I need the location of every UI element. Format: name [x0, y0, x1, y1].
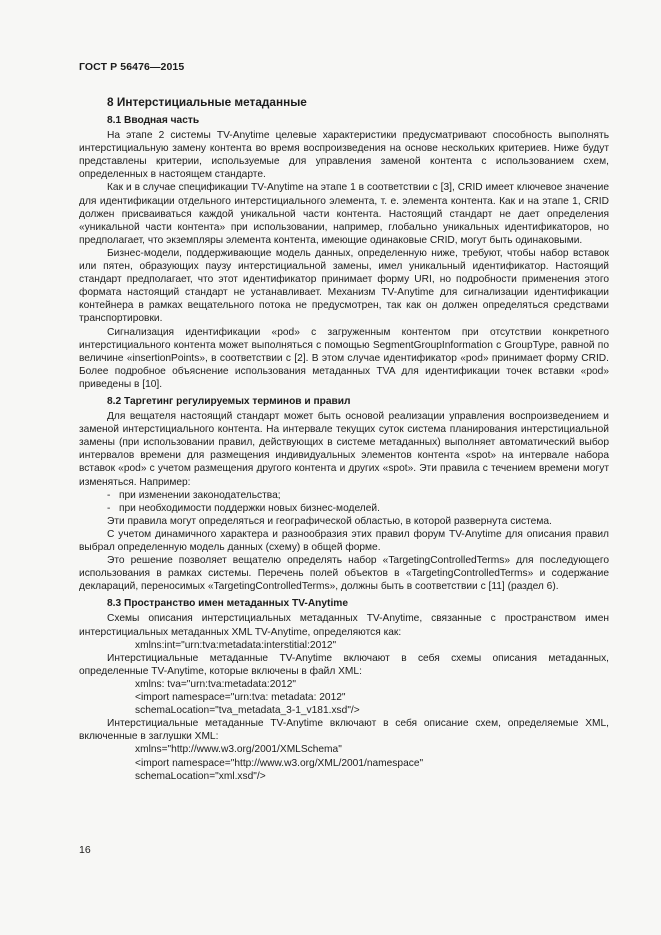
section-title: 8 Интерстициальные метаданные	[107, 95, 307, 109]
paragraph: Интерстициальные метаданные TV-Anytime включают в себя описание схем, определяемые XML, включенные в заглушки XML:	[79, 718, 609, 743]
subsection-title-8-1: 8.1 Вводная часть	[107, 115, 200, 126]
code-line: schemaLocation="tva_metadata_3-1_v181.xsd"/>	[135, 705, 360, 717]
paragraph: Для вещателя настоящий стандарт может быть основой реализации управления воспроизведением и заменой интерстициального контента. На интервале текущих суток система планирования интерстициальной замены (при использовании правил, действующих в системе метаданных) выполняет автоматический выбор интервалов времени для размещения индивидуальных элементов контента «spot» на интервале набора вставок «pod» с учетом размещения другого контента и других «spot». Эти правила с течением времени могут изменяться. Например:	[79, 411, 609, 488]
list-item-text: при необходимости поддержки новых бизнес-моделей.	[119, 502, 380, 514]
paragraph: С учетом динамичного характера и разнообразия этих правил форум TV-Anytime для описания правил выбрал определенную модель данных (схему) в общей форме.	[79, 528, 609, 553]
paragraph: Схемы описания интерстициальных метаданных TV-Anytime, связанные с пространством имен интерстициальных метаданных XML TV-Anytime, определяются как:	[79, 613, 609, 638]
standard-header: ГОСТ Р 56476—2015	[79, 61, 185, 73]
paragraph: Это решение позволяет вещателю определять набор «TargetingControlledTerms» для последующего использования в рамках системы. Перечень полей объектов в «TargetingControlledTerms» и содержание деклараций, переносимых «TargetingControlledTerms», должны быть в соответствии с [11] (раздел 6).	[79, 555, 609, 593]
page-content	[79, 95, 609, 783]
paragraph: Сигнализация идентификации «pod» с загруженным контентом при отсутствии конкретного интерстициального контента может выполняться с помощью SegmentGroupInformation с GroupType, равной по величине «insertionPoints», в соответствии с [2]. В этом случае идентификатор «pod» принимает форму CRID. Более подробное объяснение использования метаданных TVA для идентификации точек вставки «pod» приведены в [10].	[79, 326, 609, 390]
paragraph: Интерстициальные метаданные TV-Anytime включают в себя схемы описания метаданных, определенные TV-Anytime, которые включены в файл XML:	[79, 652, 609, 677]
paragraph: На этапе 2 системы TV-Anytime целевые характеристики предусматривают способность выполнять интерстициальную замену контента во время воспроизведения на основе нескольких критериев. Ниже будут представлены критерии, используемые для управления заменой контента с использованием схем, определенных в настоящем стандарте.	[79, 130, 609, 181]
paragraph: Эти правила могут определяться и географической областью, в которой развернута система.	[107, 515, 552, 527]
code-line: xmlns:int="urn:tva:metadata:interstitial:2012"	[135, 639, 337, 651]
list-dash: -	[107, 502, 111, 514]
code-line: xmlns: tva="urn:tva:metadata:2012"	[135, 678, 296, 690]
list-item	[79, 489, 609, 502]
list-item	[79, 502, 609, 515]
code-line: <import namespace="http://www.w3.org/XML/2001/namespace"	[135, 757, 424, 769]
list-dash: -	[107, 489, 111, 501]
paragraph: Бизнес-модели, поддерживающие модель данных, определенную ниже, требуют, чтобы набор вставок или пятен, образующих паузу интерстициальной замены, имел уникальный идентификатор. Настоящий стандарт предполагает, что этот идентификатор принимает форму URI, но подробности применения этого формата настоящий стандарт не устанавливает. Механизм TV-Anytime для сигнализации идентификации контейнера в рамках вещательного потока не предусмотрен, так как он должен определяться средствами транспортировки.	[79, 247, 609, 325]
page-number: 16	[79, 844, 91, 856]
paragraph: Как и в случае спецификации TV-Anytime на этапе 1 в соответствии с [3], CRID имеет ключевое значение для идентификации отдельного интерстициального элемента, т. е. элемента контента. Как и на этапе 1, CRID должен присваиваться каждой уникальной части контента. Настоящий стандарт не дает определения «уникальной части контента» при использовании, например, глобально уникальных идентификаторов, но предполагает, что экземпляры элемента контента, имеющие одинаковые CRID, могут быть одинаковыми.	[79, 182, 609, 246]
subsection-title-8-2: 8.2 Таргетинг регулируемых терминов и правил	[107, 395, 351, 407]
code-line: <import namespace="urn:tva: metadata: 2012"	[135, 692, 346, 704]
list-item-text: при изменении законодательства;	[119, 489, 281, 501]
subsection-title-8-3: 8.3 Пространство имен метаданных TV-Anytime	[107, 598, 349, 610]
code-line: schemaLocation="xml.xsd"/>	[135, 770, 266, 782]
code-line: xmlns="http://www.w3.org/2001/XMLSchema"	[135, 744, 342, 756]
